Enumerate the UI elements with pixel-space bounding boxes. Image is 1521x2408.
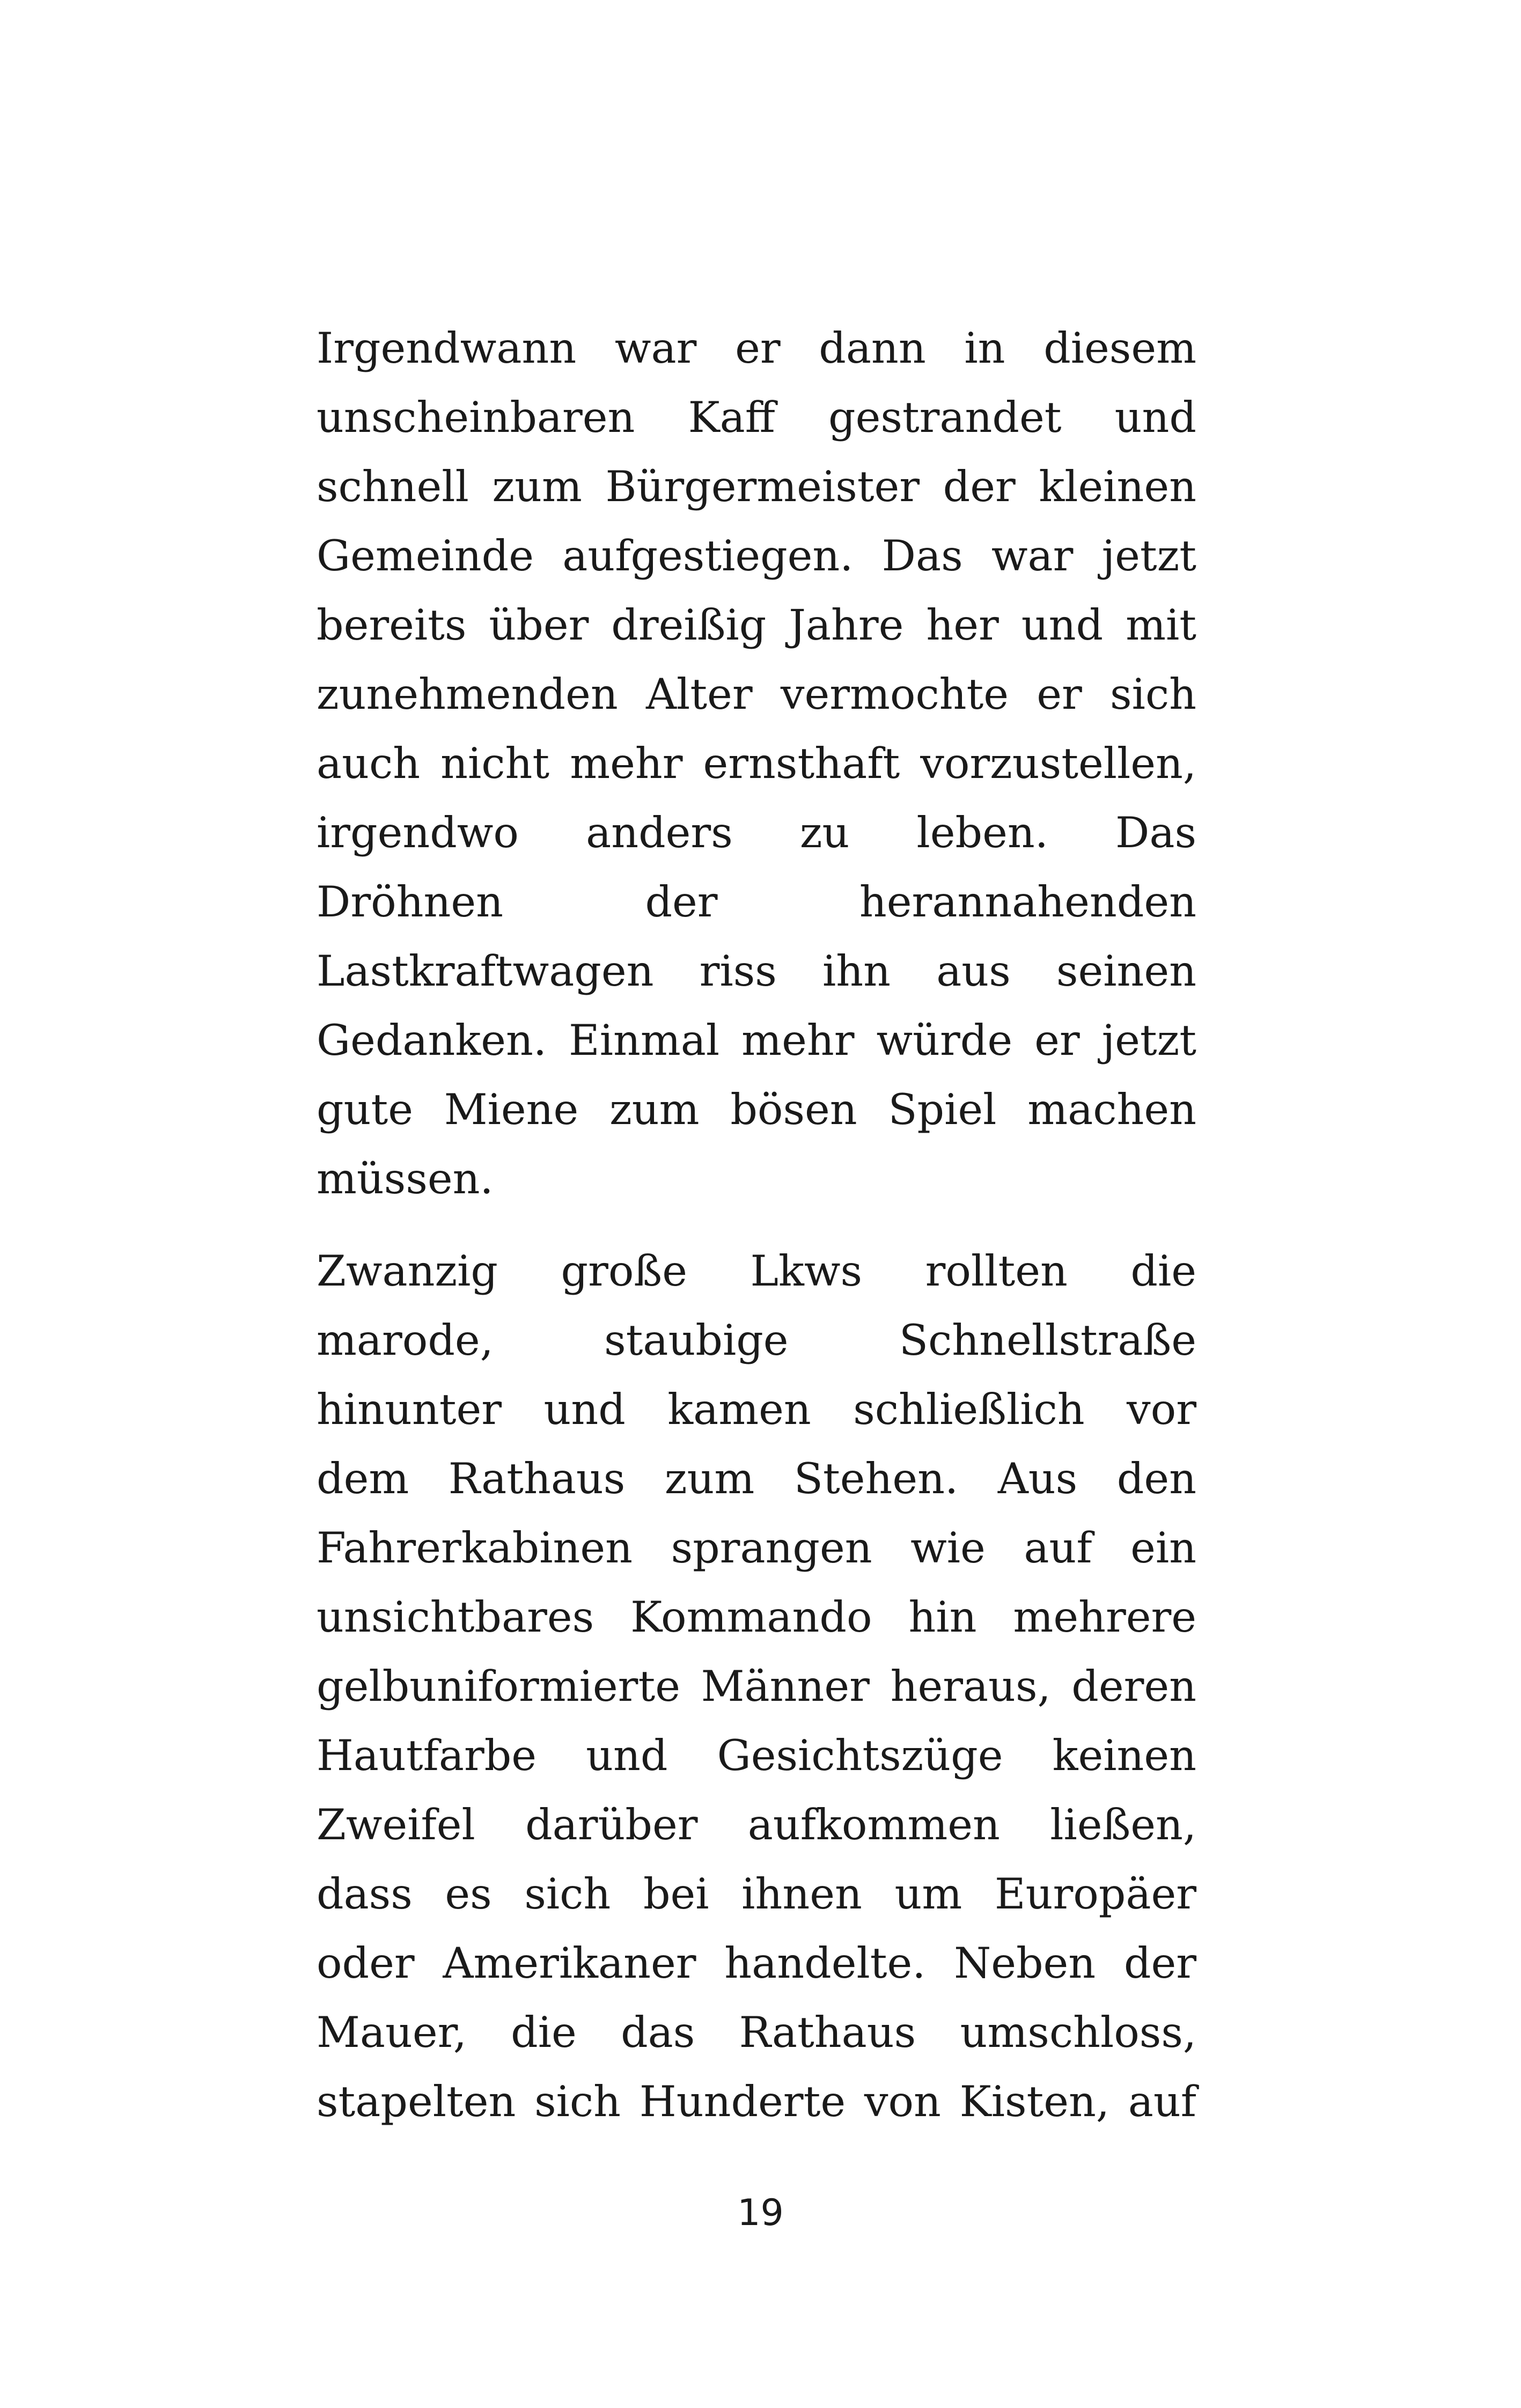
- text-line: bereits über dreißig Jahre her und mit: [317, 600, 1196, 650]
- text-line: Zweifel darüber aufkommen ließen,: [317, 1800, 1196, 1849]
- text-line: stapelten sich Hunderte von Kisten, auf: [317, 2077, 1196, 2126]
- text-line: müssen.: [317, 1154, 494, 1203]
- text-line: zunehmenden Alter vermochte er sich: [317, 670, 1196, 719]
- paragraph-2: [317, 1237, 1196, 2137]
- text-line: gelbuniformierte Männer heraus, deren: [317, 1662, 1196, 1711]
- text-line: dem Rathaus zum Stehen. Aus den: [317, 1454, 1196, 1503]
- text-line: Irgendwann war er dann in diesem: [317, 324, 1196, 373]
- text-line: auch nicht mehr ernsthaft vorzustellen,: [317, 739, 1196, 788]
- text-line: marode, staubige Schnellstraße: [317, 1316, 1196, 1365]
- text-line: Gedanken. Einmal mehr würde er jetzt: [317, 1016, 1196, 1065]
- text-line: Hautfarbe und Gesichtszüge keinen: [317, 1731, 1196, 1780]
- text-line: schnell zum Bürgermeister der kleinen: [317, 462, 1196, 511]
- text-line: Fahrerkabinen sprangen wie auf ein: [317, 1523, 1196, 1573]
- page-number: 19: [737, 2192, 784, 2234]
- text-line: gute Miene zum bösen Spiel machen: [317, 1085, 1196, 1134]
- text-line: Gemeinde aufgestiegen. Das war jetzt: [317, 531, 1196, 581]
- text-line: Mauer, die das Rathaus umschloss,: [317, 2008, 1196, 2057]
- text-line: irgendwo anders zu leben. Das: [317, 808, 1196, 857]
- text-line: Dröhnen der herannahenden: [317, 877, 1196, 927]
- text-line: dass es sich bei ihnen um Europäer: [317, 1869, 1196, 1919]
- text-line: unsichtbares Kommando hin mehrere: [317, 1592, 1196, 1642]
- text-line: unscheinbaren Kaff gestrandet und: [317, 393, 1196, 442]
- paragraph-1: [317, 314, 1196, 1214]
- text-line: hinunter und kamen schließlich vor: [317, 1385, 1196, 1434]
- text-line: oder Amerikaner handelte. Neben der: [317, 1939, 1196, 1988]
- text-line: Zwanzig große Lkws rollten die: [317, 1246, 1196, 1296]
- text-line: Lastkraftwagen riss ihn aus seinen: [317, 946, 1196, 996]
